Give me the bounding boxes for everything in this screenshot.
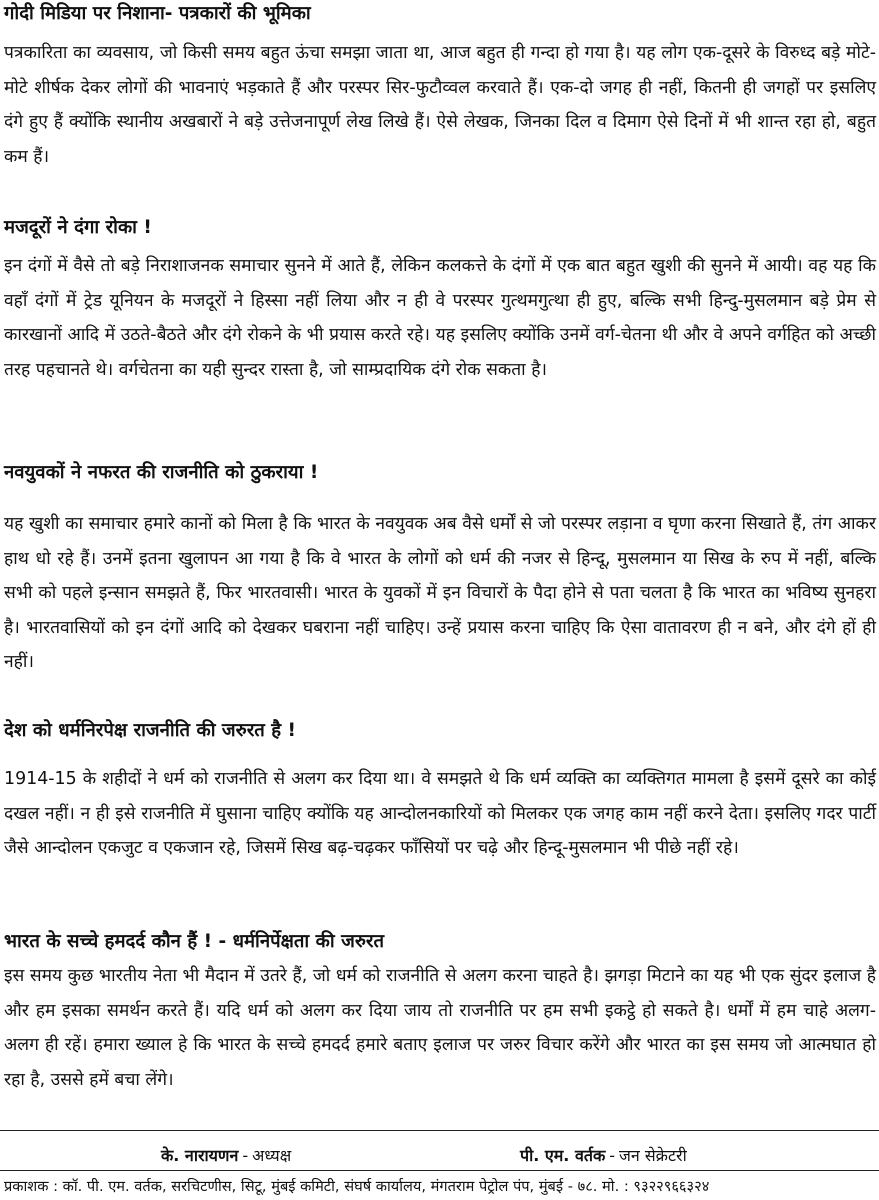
signature-name: के. नारायणन	[161, 1146, 239, 1165]
signature-role: अध्यक्ष	[252, 1146, 292, 1165]
section-heading: नवयुवकों ने नफरत की राजनीति को ठुकराया !	[4, 462, 319, 483]
section-paragraph: इन दंगों में वैसे तो बड़े निराशाजनक समाचार सुनने में आते हैं, लेकिन कलकत्ते के दंगों में एक बात बहुत खुशी की सुनने में आयी। वह यह कि वहाँ दंगों में ट्रेड यूनियन के मजदूरों ने हिस्सा नहीं लिया और न ही वे परस्पर गुत्थमगुत्था ही हुए, बल्कि सभी हिन्दु-मुसलमान बड़े प्रेम से कारखानों आदि में उठते-बैठते और दंगे रोकने के भी प्रयास करते रहे। यह इसलिए क्योंकि उनमें वर्ग-चेतना थी और वे अपने वर्गहित को अच्छी तरह पहचानते थे। वर्गचेतना का यही सुन्दर रास्ता है, जो साम्प्रदायिक दंगे रोक सकता है।	[4, 256, 876, 380]
section-youth	[4, 459, 876, 680]
signature-role: जन सेक्रेटरी	[619, 1146, 687, 1165]
section-paragraph: इस समय कुछ भारतीय नेता भी मैदान में उतरे हैं, जो धर्म को राजनीति से अलग करना चाहते है। झगड़ा मिटाने का यह भी एक सुंदर इलाज है और हम इसका समर्थन करते हैं। यदि धर्म को अलग कर दिया जाय तो राजनीति पर हम सभी इकट्ठे हो सकते है। धर्मों में हम चाहे अलग-अलग ही रहें। हमारा ख्याल हे कि भारत के सच्चे हमदर्द हमारे बताए इलाज पर जरुर विचार करेंगे और भारत का इस समय जो आत्मघात हो रहा है, उससे हमें बचा लेंगे।	[4, 966, 876, 1090]
section-paragraph: 1914-15 के शहीदों ने धर्म को राजनीति से अलग कर दिया था। वे समझते थे कि धर्म व्यक्ति का व्यक्तिगत मामला है इसमें दूसरे का कोई दखल नहीं। न ही इसे राजनीति में घुसाना चाहिए क्योंकि यह आन्दोलनकारियों को मिलकर एक जगह काम नहीं करने देता। इसलिए गदर पार्टी जैसे आन्दोलन एकजुट व एकजान रहे, जिसमें सिख बढ़-चढ़कर फाँसियों पर चढ़े और हिन्दू-मुसलमान भी पीछे नहीं रहे।	[4, 769, 876, 859]
signature-president	[161, 1146, 291, 1166]
section-heading: गोदी मिडिया पर निशाना- पत्रकारों की भूमिका	[4, 3, 311, 24]
signature-divider-top	[0, 1130, 879, 1131]
section-paragraph: यह खुशी का समाचार हमारे कानों को मिला है कि भारत के नवयुवक अब वैसे धर्मों से जो परस्पर लड़ाना व घृणा करना सिखाते हैं, तंग आकर हाथ धो रहे हैं। उनमें इतना खुलापन आ गया है कि वे भारत के लोगों को धर्म की नजर से हिन्दू, मुसलमान या सिख के रुप में नहीं, बल्कि सभी को पहले इन्सान समझते हैं, फिर भारतवासी। भारत के युवकों में इन विचारों के पैदा होने से पता चलता है कि भारत का भविष्य सुनहरा है। भारतवासियों को इन दंगों आदि को देखकर घबराना नहीं चाहिए। उन्हें प्रयास करना चाहिए कि ऐसा वातावरण ही न बने, और दंगे हों ही नहीं।	[4, 514, 876, 673]
section-heading: मजदूरों ने दंगा रोका !	[4, 217, 152, 238]
section-heading: देश को धर्मनिरपेक्ष राजनीति की जरुरत है !	[4, 720, 296, 741]
section-paragraph: पत्रकारिता का व्यवसाय, जो किसी समय बहुत ऊंचा समझा जाता था, आज बहुत ही गन्दा हो गया है। यह लोग एक-दूसरे के विरुध्द बड़े मोटे-मोटे शीर्षक देकर लोगों की भावनाएं भड़काते हैं और परस्पर सिर-फुटौव्वल करवाते हैं। एक-दो जगह ही नहीं, कितनी ही जगहों पर इसलिए दंगे हुए हैं क्योंकि स्थानीय अखबारों ने बड़े उत्तेजनापूर्ण लेख लिखे हैं। ऐसे लेखक, जिनका दिल व दिमाग ऐसे दिनों में भी शान्त रहा हो, बहुत कम हैं।	[4, 43, 876, 167]
signature-divider-bottom	[0, 1170, 879, 1171]
signature-separator: -	[242, 1146, 249, 1165]
signature-name: पी. एम. वर्तक	[520, 1146, 606, 1165]
section-true-sympathisers	[4, 928, 876, 1097]
publisher-line: प्रकाशक : कॉ. पी. एम. वर्तक, सरचिटणीस, सिटू, मुंबई कमिटी, संघर्ष कार्यालय, मंगतराम पेट्रोल पंप, मुंबई - ७८. मो. : ९३२२९६६३२४	[4, 1178, 710, 1195]
section-heading: भारत के सच्चे हमदर्द कौन हैं ! - धर्मनिर्पेक्षता की जरुरत	[4, 931, 385, 952]
section-secular-politics	[4, 717, 876, 866]
signature-secretary	[520, 1146, 687, 1166]
section-media	[4, 0, 876, 174]
section-workers	[4, 214, 876, 387]
signature-separator: -	[609, 1146, 616, 1165]
